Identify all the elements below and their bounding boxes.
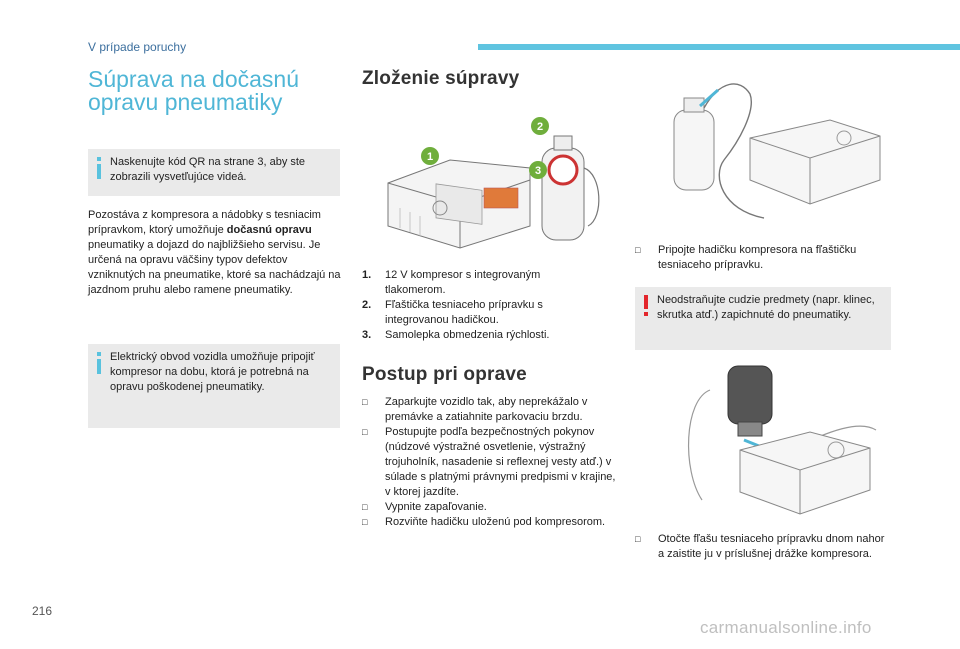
list-item (362, 268, 602, 298)
bottle-neck (738, 422, 762, 436)
hose (689, 390, 710, 500)
list-item (362, 425, 620, 500)
info-text-qr: Naskenujte kód QR na strane 3, aby ste zobrazili vysvetľujúce videá. (110, 156, 306, 183)
compressor-panel (436, 184, 482, 224)
list-item (635, 243, 885, 273)
section-header: V prípade poruchy (88, 40, 187, 54)
callout-1-number: 1 (426, 151, 434, 163)
item-number: 2. (362, 299, 372, 311)
compressor-label (484, 188, 518, 208)
step-text: Zaparkujte vozidlo tak, aby neprekážalo v premávke a zatiahnite parkovaciu brzdu. (385, 396, 588, 423)
warning-icon (644, 295, 648, 317)
page-title-line-1: Súprava na dočasnú (88, 66, 299, 92)
item-number: 3. (362, 329, 372, 341)
connect-step (635, 243, 885, 273)
warning-box (635, 287, 891, 350)
kit-illustration (380, 108, 610, 258)
speed-sticker (549, 156, 577, 184)
callout-2-number: 2 (536, 121, 544, 133)
watermark: carmanualsonline.info (700, 618, 872, 637)
item-text: Fľaštička tesniaceho prípravku s integrovanou hadičkou. (385, 299, 543, 326)
list-item (362, 395, 620, 425)
page-number: 216 (32, 604, 53, 618)
intro-text-start: Pozostáva z kompresora a nádobky s tesniacim prípravkom, ktorý umožňuje (88, 209, 321, 236)
list-item (362, 328, 602, 343)
callout-3-number: 3 (534, 165, 542, 177)
checkbox-bullet-icon: □ (362, 502, 368, 512)
info-icon (97, 352, 101, 374)
page-title-line-2: opravu pneumatiky (88, 89, 283, 115)
warning-text: Neodstraňujte cudzie predmety (napr. klinec, skrutka atď.) zapichnuté do pneumatiky. (657, 294, 875, 321)
intro-paragraph (88, 208, 346, 298)
compressor-body (740, 432, 870, 514)
step-text: Vypnite zapaľovanie. (385, 501, 487, 513)
sealant-bottle (674, 110, 714, 190)
inverted-bottle (728, 366, 772, 424)
info-icon (97, 157, 101, 179)
hose-connection-illustration (660, 80, 890, 230)
list-item (362, 515, 620, 530)
item-text: 12 V kompresor s integrovaným tlakomerom. (385, 269, 541, 296)
header-bar (478, 44, 960, 50)
intro-text-end: pneumatiky a dojazd do najbližšieho servisu. Je určená na opravu väčšiny typov defektov vzniknutých na pneumatike, ktoré sa nachádzajú na jazdnom pruhu alebo ramene pneumatiky. (88, 239, 341, 296)
info-box-electric (88, 344, 340, 428)
heading-repair-procedure: Postup pri oprave (362, 364, 527, 385)
item-text: Samolepka obmedzenia rýchlosti. (385, 329, 550, 341)
heading-kit-contents: Zloženie súpravy (362, 68, 520, 89)
checkbox-bullet-icon: □ (362, 397, 368, 407)
list-item (635, 532, 885, 562)
step-text: Pripojte hadičku kompresora na fľaštičku tesniaceho prípravku. (658, 244, 857, 271)
page-title (88, 68, 338, 114)
step-text: Otočte fľašu tesniaceho prípravku dnom nahor a zaistite ju v príslušnej drážke kompresora. (658, 533, 885, 560)
checkbox-bullet-icon: □ (635, 534, 641, 544)
list-item (362, 298, 602, 328)
procedure-steps (362, 395, 620, 530)
components-list (362, 268, 602, 343)
checkbox-bullet-icon: □ (362, 517, 368, 527)
step-text: Postupujte podľa bezpečnostných pokynov (núdzové výstražné osvetlenie, výstražný trojuholník, nasadenie si reflexnej vesty atď.) v súlade s platnými právnymi predpismi v krajine, v ktorej jazdíte. (385, 426, 616, 498)
info-box-qr (88, 149, 340, 196)
info-text-electric: Elektrický obvod vozidla umožňuje pripojiť kompresor na dobu, ktorá je potrebná na opravu poškodenej pneumatiky. (110, 351, 315, 393)
checkbox-bullet-icon: □ (362, 427, 368, 437)
compressor-body (750, 120, 880, 204)
list-item (362, 500, 620, 515)
item-number: 1. (362, 269, 372, 281)
turn-step (635, 532, 885, 562)
step-text: Rozviňte hadičku uloženú pod kompresorom. (385, 516, 606, 528)
bottle-cap (554, 136, 572, 150)
bottle-mount-illustration (680, 360, 880, 520)
bottle-hose (584, 168, 599, 226)
intro-text-bold: dočasnú opravu (226, 224, 312, 236)
checkbox-bullet-icon: □ (635, 245, 641, 255)
